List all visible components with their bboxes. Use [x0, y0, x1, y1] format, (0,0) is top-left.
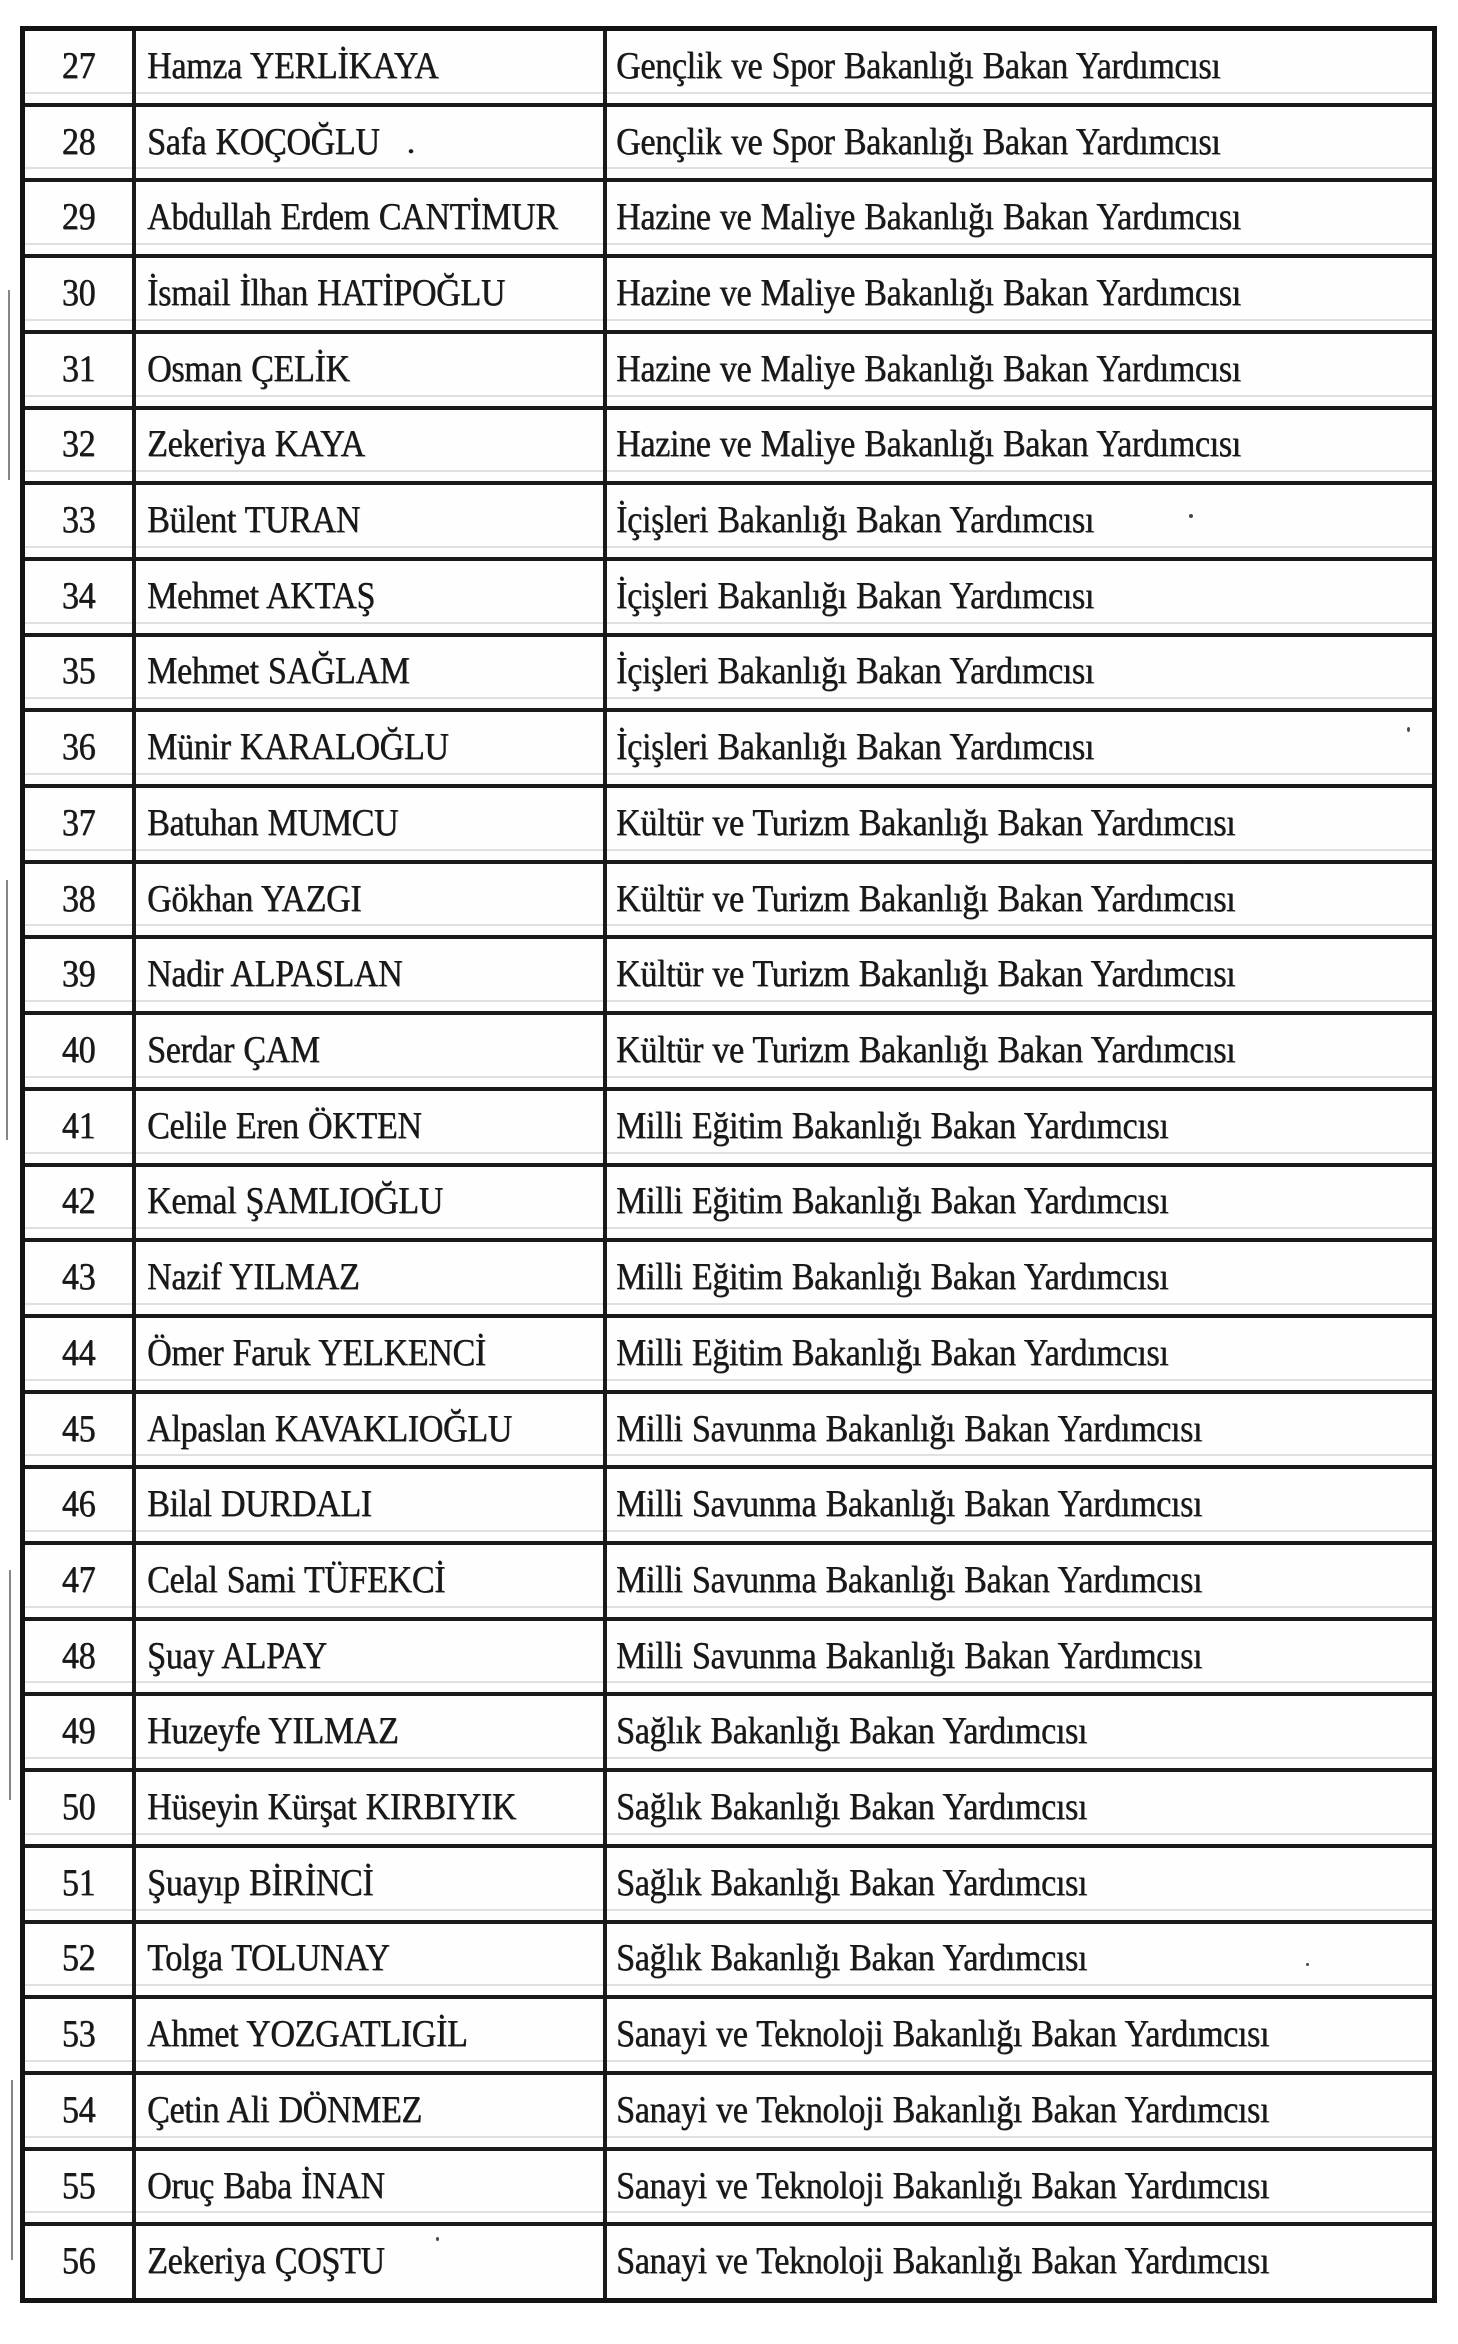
row-number-cell: [25, 1469, 136, 1541]
row-number: 30: [61, 272, 96, 315]
row-number: 40: [61, 1029, 96, 1072]
person-name-cell: [136, 637, 607, 709]
row-number: 36: [61, 726, 96, 769]
table-row: [25, 334, 1432, 410]
row-number: 29: [61, 196, 96, 239]
person-name: Mehmet SAĞLAM: [147, 650, 410, 693]
ministry-title-cell: [607, 1318, 1432, 1390]
ministry-title-cell: [607, 1167, 1432, 1239]
table-row: [25, 712, 1432, 788]
row-number-cell: [25, 334, 136, 406]
row-number-cell: [25, 1621, 136, 1693]
ministry-title: Sanayi ve Teknoloji Bakanlığı Bakan Yardımcısı: [616, 2013, 1270, 2056]
person-name: Huzeyfe YILMAZ: [147, 1710, 399, 1753]
table-row: [25, 1469, 1432, 1545]
ministry-title-cell: [607, 2226, 1432, 2298]
row-number: 52: [61, 1937, 96, 1980]
scan-edge-line: [11, 2080, 13, 2260]
row-number-cell: [25, 712, 136, 784]
row-number: 32: [61, 423, 96, 466]
ministry-title-cell: [607, 258, 1432, 330]
row-number: 48: [61, 1635, 96, 1677]
row-number: 38: [61, 878, 96, 920]
ministry-title: Hazine ve Maliye Bakanlığı Bakan Yardımcısı: [616, 272, 1241, 315]
row-number: 54: [61, 2089, 96, 2132]
person-name-cell: [136, 1772, 607, 1844]
ministry-title-cell: [607, 1924, 1432, 1996]
person-name-cell: [136, 31, 607, 103]
row-number-cell: [25, 561, 136, 633]
table-row: [25, 1621, 1432, 1697]
row-number-cell: [25, 258, 136, 330]
row-number: 41: [61, 1105, 96, 1147]
table-row: [25, 1999, 1432, 2075]
person-name-cell: [136, 1545, 607, 1617]
ministry-title: Milli Eğitim Bakanlığı Bakan Yardımcısı: [616, 1256, 1169, 1299]
person-name: Hamza YERLİKAYA: [147, 45, 439, 88]
ministry-title-cell: [607, 788, 1432, 860]
person-name-cell: [136, 1621, 607, 1693]
table-row: [25, 485, 1432, 561]
table-row: [25, 2075, 1432, 2151]
table-row: [25, 637, 1432, 713]
table-row: [25, 1924, 1432, 2000]
row-number-cell: [25, 788, 136, 860]
person-name: Mehmet AKTAŞ: [147, 575, 375, 618]
row-number: 56: [61, 2240, 96, 2283]
scan-edge-line: [6, 880, 8, 1140]
person-name: Ömer Faruk YELKENCİ: [147, 1332, 486, 1375]
row-number: 31: [61, 348, 96, 390]
person-name-cell: [136, 410, 607, 482]
person-name-cell: [136, 1999, 607, 2071]
ministry-title-cell: [607, 864, 1432, 936]
ministry-title-cell: [607, 712, 1432, 784]
person-name: Nadir ALPASLAN: [147, 953, 403, 996]
deputy-ministers-table: [20, 26, 1437, 2303]
table-row: [25, 1091, 1432, 1167]
person-name: Şuayıp BİRİNCİ: [147, 1862, 374, 1904]
ministry-title: Sanayi ve Teknoloji Bakanlığı Bakan Yardımcısı: [616, 2240, 1270, 2283]
ministry-title-cell: [607, 1469, 1432, 1541]
table-row: [25, 1318, 1432, 1394]
ministry-title: Hazine ve Maliye Bakanlığı Bakan Yardımcısı: [616, 423, 1241, 466]
ministry-title-cell: [607, 1394, 1432, 1466]
ministry-title-cell: [607, 182, 1432, 254]
person-name-cell: [136, 864, 607, 936]
ministry-title: İçişleri Bakanlığı Bakan Yardımcısı: [616, 499, 1094, 542]
ministry-title: Sağlık Bakanlığı Bakan Yardımcısı: [616, 1862, 1087, 1904]
row-number: 44: [61, 1332, 96, 1375]
person-name: Safa KOÇOĞLU: [147, 120, 380, 163]
ministry-title-cell: [607, 2075, 1432, 2147]
table-row: [25, 107, 1432, 183]
table-row: [25, 1772, 1432, 1848]
person-name: Nazif YILMAZ: [147, 1256, 360, 1299]
person-name: Bülent TURAN: [147, 499, 361, 542]
person-name-cell: [136, 1242, 607, 1314]
person-name-cell: [136, 1469, 607, 1541]
person-name: Ahmet YOZGATLIGİL: [147, 2013, 468, 2056]
person-name: Şuay ALPAY: [147, 1635, 327, 1677]
person-name-cell: [136, 1848, 607, 1920]
ministry-title-cell: [607, 410, 1432, 482]
table-row: [25, 1696, 1432, 1772]
ministry-title: Milli Eğitim Bakanlığı Bakan Yardımcısı: [616, 1105, 1169, 1147]
person-name-cell: [136, 1167, 607, 1239]
ministry-title-cell: [607, 1545, 1432, 1617]
ministry-title: Kültür ve Turizm Bakanlığı Bakan Yardımcısı: [616, 953, 1236, 996]
table-row: [25, 1015, 1432, 1091]
ministry-title: Sanayi ve Teknoloji Bakanlığı Bakan Yardımcısı: [616, 2089, 1270, 2132]
person-name-cell: [136, 485, 607, 557]
row-number-cell: [25, 410, 136, 482]
person-name-cell: [136, 561, 607, 633]
table-row: [25, 1545, 1432, 1621]
row-number-cell: [25, 1167, 136, 1239]
row-number: 35: [61, 650, 96, 693]
ministry-title-cell: [607, 107, 1432, 179]
ministry-title: Kültür ve Turizm Bakanlığı Bakan Yardımcısı: [616, 1029, 1236, 1072]
person-name-cell: [136, 712, 607, 784]
row-number: 55: [61, 2164, 96, 2207]
row-number-cell: [25, 107, 136, 179]
person-name-cell: [136, 107, 607, 179]
ministry-title: Sağlık Bakanlığı Bakan Yardımcısı: [616, 1937, 1087, 1980]
table-row: [25, 1848, 1432, 1924]
ministry-title-cell: [607, 1242, 1432, 1314]
row-number-cell: [25, 1394, 136, 1466]
person-name: Zekeriya ÇOŞTU: [147, 2240, 385, 2283]
person-name: Kemal ŞAMLIOĞLU: [147, 1180, 443, 1223]
table-row: [25, 1242, 1432, 1318]
row-number: 46: [61, 1483, 96, 1526]
ministry-title: Milli Savunma Bakanlığı Bakan Yardımcısı: [616, 1483, 1203, 1526]
person-name: Batuhan MUMCU: [147, 802, 399, 845]
row-number: 42: [61, 1180, 96, 1223]
ministry-title-cell: [607, 1772, 1432, 1844]
person-name-cell: [136, 1924, 607, 1996]
person-name-cell: [136, 788, 607, 860]
ministry-title-cell: [607, 1848, 1432, 1920]
ministry-title: Milli Eğitim Bakanlığı Bakan Yardımcısı: [616, 1180, 1169, 1223]
ministry-title-cell: [607, 1999, 1432, 2071]
row-number: 34: [61, 575, 96, 618]
row-number: 45: [61, 1407, 96, 1450]
row-number: 53: [61, 2013, 96, 2056]
table-row: [25, 788, 1432, 864]
ministry-title: İçişleri Bakanlığı Bakan Yardımcısı: [616, 726, 1094, 769]
row-number: 33: [61, 499, 96, 542]
person-name-cell: [136, 2226, 607, 2298]
person-name: İsmail İlhan HATİPOĞLU: [147, 272, 506, 315]
ministry-title-cell: [607, 31, 1432, 103]
ministry-title: Kültür ve Turizm Bakanlığı Bakan Yardımcısı: [616, 802, 1236, 845]
row-number-cell: [25, 1015, 136, 1087]
ministry-title: Milli Eğitim Bakanlığı Bakan Yardımcısı: [616, 1332, 1169, 1375]
person-name: Hüseyin Kürşat KIRBIYIK: [147, 1786, 517, 1829]
row-number-cell: [25, 1999, 136, 2071]
ministry-title: İçişleri Bakanlığı Bakan Yardımcısı: [616, 650, 1094, 693]
ministry-title-cell: [607, 939, 1432, 1011]
scan-edge-line: [9, 1570, 11, 1800]
row-number-cell: [25, 1545, 136, 1617]
row-number-cell: [25, 939, 136, 1011]
ministry-title-cell: [607, 334, 1432, 406]
row-number-cell: [25, 1091, 136, 1163]
row-number-cell: [25, 1318, 136, 1390]
ministry-title: Gençlik ve Spor Bakanlığı Bakan Yardımcısı: [616, 120, 1221, 163]
person-name: Alpaslan KAVAKLIOĞLU: [147, 1407, 512, 1450]
scan-stray-dot: .: [406, 123, 416, 161]
row-number-cell: [25, 864, 136, 936]
person-name: Bilal DURDALI: [147, 1483, 372, 1526]
ministry-title: Sağlık Bakanlığı Bakan Yardımcısı: [616, 1786, 1087, 1829]
table-row: [25, 1394, 1432, 1470]
person-name-cell: [136, 1015, 607, 1087]
table-row: [25, 31, 1432, 107]
table-row: [25, 1167, 1432, 1243]
person-name: Osman ÇELİK: [147, 348, 350, 390]
row-number-cell: [25, 2075, 136, 2147]
person-name-cell: [136, 1394, 607, 1466]
table-row: [25, 864, 1432, 940]
person-name: Celal Sami TÜFEKCİ: [147, 1559, 446, 1602]
person-name-cell: [136, 182, 607, 254]
ministry-title-cell: [607, 1696, 1432, 1768]
person-name-cell: [136, 1696, 607, 1768]
row-number-cell: [25, 1696, 136, 1768]
row-number-cell: [25, 485, 136, 557]
ministry-title-cell: [607, 637, 1432, 709]
person-name: Oruç Baba İNAN: [147, 2164, 385, 2207]
scan-edge-line: [8, 290, 10, 480]
table-row: [25, 182, 1432, 258]
person-name-cell: [136, 1091, 607, 1163]
row-number-cell: [25, 1924, 136, 1996]
row-number: 47: [61, 1559, 96, 1602]
row-number: 50: [61, 1786, 96, 1829]
ministry-title: Sağlık Bakanlığı Bakan Yardımcısı: [616, 1710, 1087, 1753]
table-row: [25, 2226, 1432, 2298]
row-number: 39: [61, 953, 96, 996]
person-name-cell: [136, 2075, 607, 2147]
ministry-title: Hazine ve Maliye Bakanlığı Bakan Yardımcısı: [616, 196, 1241, 239]
person-name: Tolga TOLUNAY: [147, 1937, 390, 1980]
row-number: 49: [61, 1710, 96, 1753]
row-number-cell: [25, 2151, 136, 2223]
table-row: [25, 561, 1432, 637]
row-number-cell: [25, 1242, 136, 1314]
ministry-title: Hazine ve Maliye Bakanlığı Bakan Yardımcısı: [616, 348, 1241, 390]
person-name-cell: [136, 258, 607, 330]
person-name: Gökhan YAZGI: [147, 878, 362, 920]
person-name-cell: [136, 2151, 607, 2223]
ministry-title-cell: [607, 561, 1432, 633]
person-name-cell: [136, 939, 607, 1011]
row-number-cell: [25, 182, 136, 254]
ministry-title: Gençlik ve Spor Bakanlığı Bakan Yardımcısı: [616, 45, 1221, 88]
person-name-cell: [136, 334, 607, 406]
row-number: 37: [61, 802, 96, 845]
ministry-title-cell: [607, 1091, 1432, 1163]
table-row: [25, 410, 1432, 486]
ministry-title: Milli Savunma Bakanlığı Bakan Yardımcısı: [616, 1635, 1203, 1677]
table-row: [25, 258, 1432, 334]
row-number: 51: [61, 1862, 96, 1904]
row-number-cell: [25, 2226, 136, 2298]
row-number: 27: [61, 45, 96, 88]
person-name: Zekeriya KAYA: [147, 423, 365, 466]
table-row: [25, 939, 1432, 1015]
person-name: Çetin Ali DÖNMEZ: [147, 2089, 422, 2132]
row-number-cell: [25, 637, 136, 709]
row-number-cell: [25, 31, 136, 103]
person-name: Münir KARALOĞLU: [147, 726, 449, 769]
person-name: Serdar ÇAM: [147, 1029, 320, 1072]
ministry-title-cell: [607, 485, 1432, 557]
row-number: 43: [61, 1256, 96, 1299]
ministry-title-cell: [607, 1015, 1432, 1087]
ministry-title: Kültür ve Turizm Bakanlığı Bakan Yardımcısı: [616, 878, 1236, 920]
ministry-title: Milli Savunma Bakanlığı Bakan Yardımcısı: [616, 1559, 1203, 1602]
ministry-title-cell: [607, 1621, 1432, 1693]
row-number-cell: [25, 1848, 136, 1920]
ministry-title-cell: [607, 2151, 1432, 2223]
ministry-title: Sanayi ve Teknoloji Bakanlığı Bakan Yardımcısı: [616, 2164, 1270, 2207]
person-name: Celile Eren ÖKTEN: [147, 1105, 422, 1147]
ministry-title: Milli Savunma Bakanlığı Bakan Yardımcısı: [616, 1407, 1203, 1450]
person-name: Abdullah Erdem CANTİMUR: [147, 196, 558, 239]
table-row: [25, 2151, 1432, 2227]
row-number: 28: [61, 120, 96, 163]
row-number-cell: [25, 1772, 136, 1844]
ministry-title: İçişleri Bakanlığı Bakan Yardımcısı: [616, 575, 1094, 618]
person-name-cell: [136, 1318, 607, 1390]
